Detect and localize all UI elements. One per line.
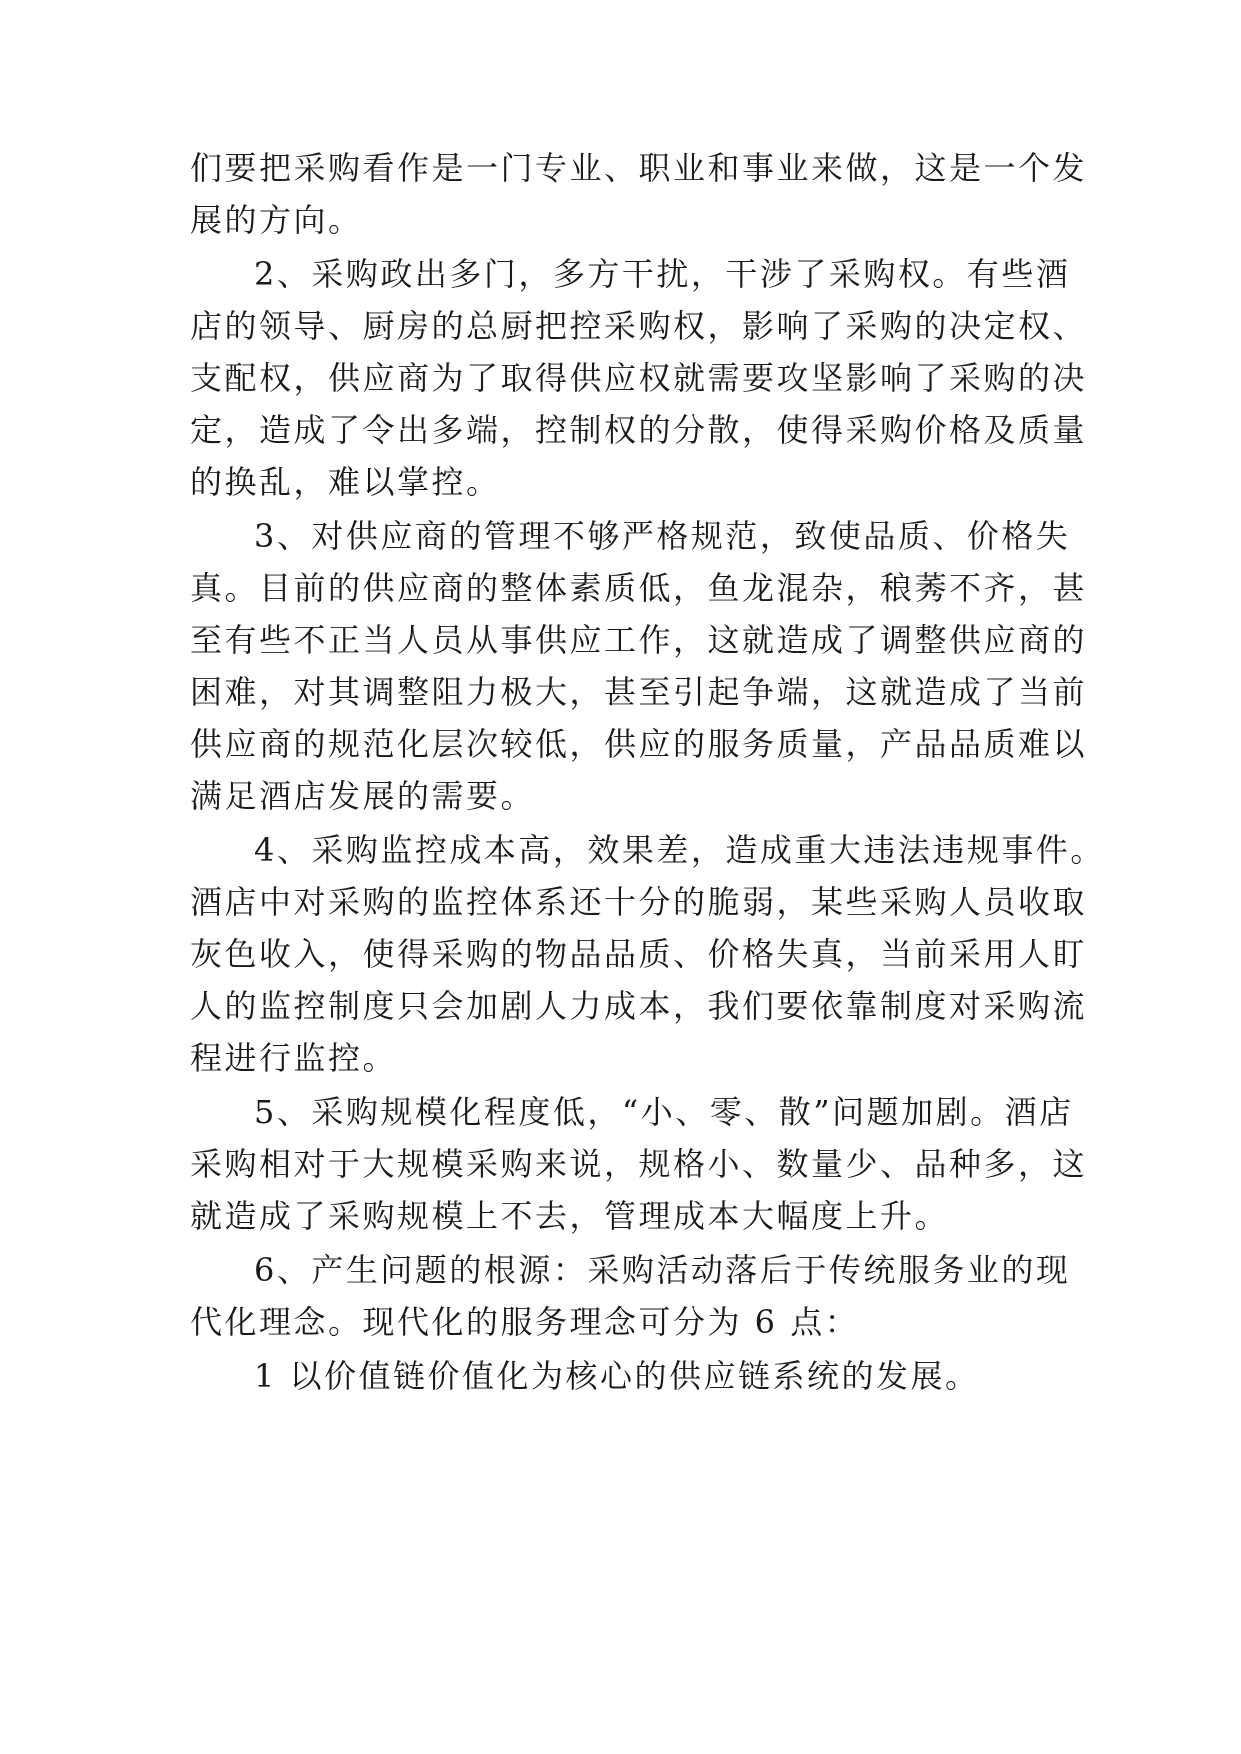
list-item-1: 1 以价值链价值化为核心的供应链系统的发展。 (254, 1357, 980, 1395)
paragraph-5-start: 5、采购规模化程度低，“小、零、散”问题加剧。酒店 (254, 1093, 1074, 1131)
text-line: 定，造成了令出多端，控制权的分散，使得采购价格及质量 (190, 411, 1088, 449)
paragraph-4-start: 4、采购监控成本高，效果差，造成重大违法违规事件。 (254, 831, 1105, 869)
text-line: 的换乱，难以掌控。 (190, 463, 501, 501)
text-line: 代化理念。现代化的服务理念可分为 6 点： (190, 1303, 860, 1341)
text-line: 困难，对其调整阻力极大，甚至引起争端，这就造成了当前 (190, 673, 1088, 711)
text-line: 至有些不正当人员从事供应工作，这就造成了调整供应商的 (190, 621, 1088, 659)
text-line: 供应商的规范化层次较低，供应的服务质量，产品品质难以 (190, 725, 1088, 763)
text-line: 们要把采购看作是一门专业、职业和事业来做，这是一个发 (190, 149, 1088, 187)
text-line: 店的领导、厨房的总厨把控采购权，影响了采购的决定权、 (190, 307, 1088, 345)
paragraph-2-start: 2、采购政出多门，多方干扰，干涉了采购权。有些酒 (254, 255, 1071, 293)
text-line: 采购相对于大规模采购来说，规格小、数量少、品种多，这 (190, 1145, 1088, 1183)
text-line: 满足酒店发展的需要。 (190, 777, 536, 815)
text-line: 酒店中对采购的监控体系还十分的脆弱，某些采购人员收取 (190, 883, 1088, 921)
text-line: 程进行监控。 (190, 1039, 398, 1077)
text-line: 真。目前的供应商的整体素质低，鱼龙混杂，稂莠不齐，甚 (190, 569, 1088, 607)
text-line: 展的方向。 (190, 201, 363, 239)
paragraph-3-start: 3、对供应商的管理不够严格规范，致使品质、价格失 (254, 517, 1071, 555)
text-line: 就造成了采购规模上不去，管理成本大幅度上升。 (190, 1197, 950, 1235)
text-line: 支配权，供应商为了取得供应权就需要攻坚影响了采购的决 (190, 359, 1088, 397)
text-line: 人的监控制度只会加剧人力成本，我们要依靠制度对采购流 (190, 987, 1088, 1025)
paragraph-6-start: 6、产生问题的根源：采购活动落后于传统服务业的现 (254, 1251, 1071, 1289)
text-line: 灰色收入，使得采购的物品品质、价格失真，当前采用人盯 (190, 935, 1088, 973)
